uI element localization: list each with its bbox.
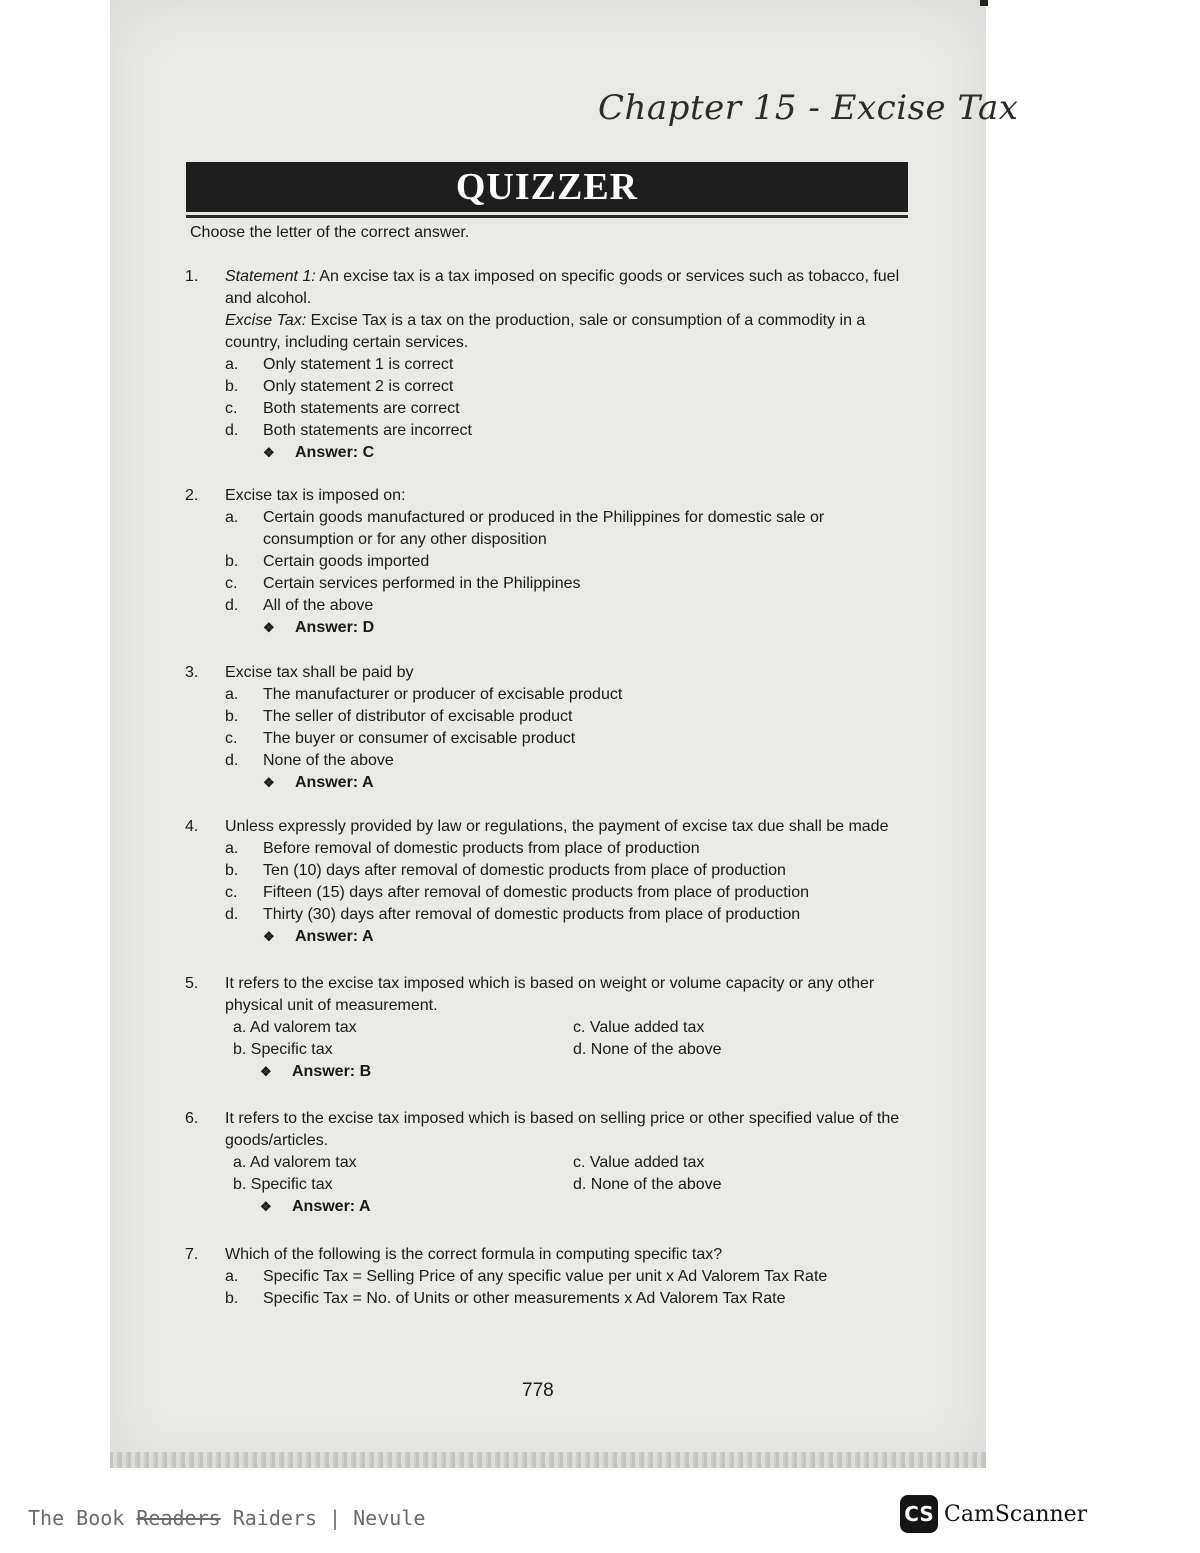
option-c: c. Value added tax <box>573 1019 705 1036</box>
option-d: d. All of the above <box>225 597 374 614</box>
answer: ❖ Answer: C <box>263 442 907 464</box>
option-b: b. Ten (10) days after removal of domestic products from place of production <box>225 862 786 879</box>
footer-credit: The Book Readers Raiders | Nevule <box>28 1506 426 1530</box>
answer: ❖ Answer: D <box>263 617 907 639</box>
scan-corner-mark <box>980 0 988 6</box>
option-list <box>225 507 907 617</box>
question-2 <box>185 485 907 639</box>
question-text: It refers to the excise tax imposed which is based on selling price or other specified value of the goods/articles. <box>225 1110 900 1149</box>
diamond-bullet-icon: ❖ <box>263 620 275 635</box>
option-c: c. Both statements are correct <box>225 400 460 417</box>
answer: ❖ Answer: A <box>263 772 907 794</box>
option-list <box>233 1152 907 1196</box>
option-list <box>225 838 907 926</box>
chapter-title: Chapter 15 - Excise Tax <box>598 88 1019 128</box>
question-text <box>225 266 907 354</box>
option-a: a. Ad valorem tax <box>233 1019 357 1036</box>
option-a: a. Specific Tax = Selling Price of any specific value per unit x Ad Valorem Tax Rate <box>225 1268 828 1285</box>
question-text: Which of the following is the correct formula in computing specific tax? <box>225 1246 723 1263</box>
question-number: 3. <box>185 664 199 681</box>
answer: ❖ Answer: A <box>260 1196 907 1218</box>
option-d: d. None of the above <box>225 752 394 769</box>
diamond-bullet-icon: ❖ <box>263 775 275 790</box>
option-a: a. Certain goods manufactured or produced in the Philippines for domestic sale or consumption or for any other disposition <box>225 509 825 548</box>
question-text: It refers to the excise tax imposed which is based on weight or volume capacity or any other physical unit of measurement. <box>225 975 875 1014</box>
instruction: Choose the letter of the correct answer. <box>190 224 470 241</box>
question-4 <box>185 816 907 948</box>
option-a: a. Ad valorem tax <box>233 1154 357 1171</box>
option-b: b. The seller of distributor of excisable product <box>225 708 573 725</box>
question-number: 1. <box>185 268 199 285</box>
question-text: Excise tax is imposed on: <box>225 487 406 504</box>
question-number: 4. <box>185 818 199 835</box>
option-list <box>225 354 907 442</box>
struck-word: Readers <box>136 1506 221 1530</box>
option-d: d. None of the above <box>573 1176 722 1193</box>
option-b: b. Specific Tax = No. of Units or other measurements x Ad Valorem Tax Rate <box>225 1290 786 1307</box>
question-3 <box>185 662 907 794</box>
option-d: d. None of the above <box>573 1041 722 1058</box>
option-b: b. Specific tax <box>233 1041 333 1058</box>
question-1 <box>185 266 907 464</box>
diamond-bullet-icon: ❖ <box>260 1199 272 1214</box>
question-6 <box>185 1108 907 1218</box>
option-c: c. Fifteen (15) days after removal of domestic products from place of production <box>225 884 810 901</box>
option-list <box>233 1017 907 1061</box>
camscanner-logo <box>900 1495 1087 1533</box>
diamond-bullet-icon: ❖ <box>260 1064 272 1079</box>
statement-text: Excise Tax is a tax on the production, sale or consumption of a commodity in a country, including certain services. <box>225 312 866 351</box>
option-c: c. The buyer or consumer of excisable product <box>225 730 576 747</box>
option-d: d. Thirty (30) days after removal of domestic products from place of production <box>225 906 801 923</box>
question-7 <box>185 1244 907 1310</box>
option-a: a. Before removal of domestic products from place of production <box>225 840 700 857</box>
option-d: d. Both statements are incorrect <box>225 422 472 439</box>
option-a: a. Only statement 1 is correct <box>225 356 454 373</box>
question-5 <box>185 973 907 1083</box>
question-number: 5. <box>185 975 199 992</box>
option-b: b. Certain goods imported <box>225 553 430 570</box>
option-c: c. Value added tax <box>573 1154 705 1171</box>
page-number: 778 <box>522 1380 554 1401</box>
statement-label: Statement 1: <box>225 268 316 285</box>
quizzer-banner <box>186 162 908 212</box>
option-b: b. Only statement 2 is correct <box>225 378 454 395</box>
option-a: a. The manufacturer or producer of excisable product <box>225 686 623 703</box>
question-number: 7. <box>185 1246 199 1263</box>
option-c: c. Certain services performed in the Philippines <box>225 575 581 592</box>
question-number: 6. <box>185 1110 199 1127</box>
option-list <box>225 684 907 772</box>
option-list <box>225 1266 907 1310</box>
question-text: Unless expressly provided by law or regulations, the payment of excise tax due shall be made <box>225 818 889 835</box>
answer: ❖ Answer: B <box>260 1061 907 1083</box>
option-b: b. Specific tax <box>233 1176 333 1193</box>
question-text: Excise tax shall be paid by <box>225 664 414 681</box>
banner-rule <box>186 215 908 218</box>
answer: ❖ Answer: A <box>263 926 907 948</box>
camscanner-name: CamScanner <box>944 1501 1088 1527</box>
banner-title: QUIZZER <box>455 166 639 208</box>
scan-edge <box>110 1452 986 1468</box>
statement-text: An excise tax is a tax imposed on specific goods or services such as tobacco, fuel and alcohol. <box>225 268 900 307</box>
diamond-bullet-icon: ❖ <box>263 929 275 944</box>
camscanner-icon: CS <box>900 1495 938 1533</box>
statement-label: Excise Tax: <box>225 312 307 329</box>
diamond-bullet-icon: ❖ <box>263 445 275 460</box>
question-number: 2. <box>185 487 199 504</box>
